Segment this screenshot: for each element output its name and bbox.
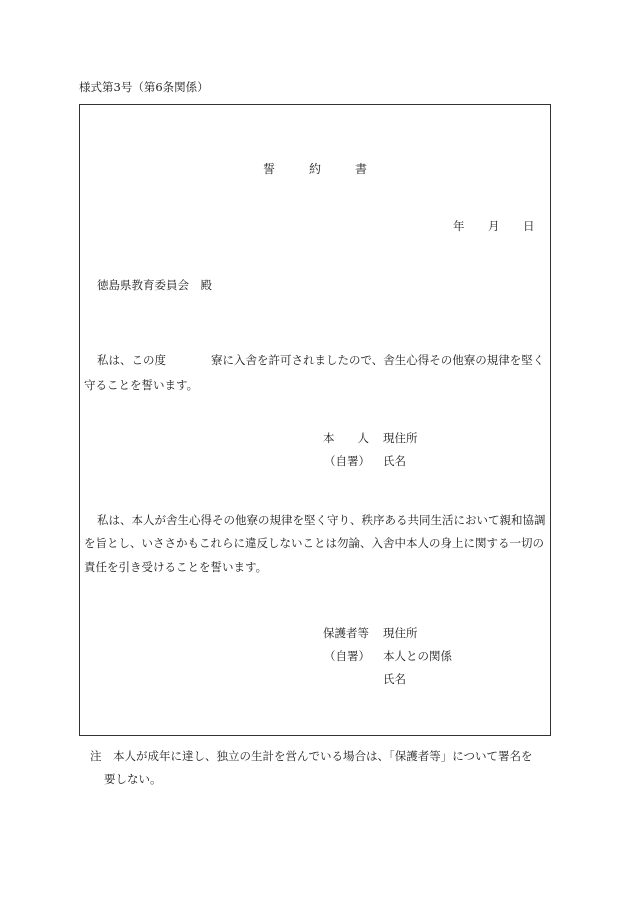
guardian-pledge-line3: 責任を引き受けることを誓います。 — [84, 560, 268, 574]
guardian-pledge-line2: を旨とし、いささかもこれらに違反しないことは勿論、入舎中本人の身上に関する一切の — [84, 536, 544, 550]
student-pledge-line1b: 寮に入舎を許可されましたので、舎生心得その他寮の規律を堅く — [211, 353, 545, 367]
student-name-label: 氏名 — [383, 454, 406, 468]
guardian-name-label: 氏名 — [383, 672, 406, 686]
date-year: 年 — [453, 219, 465, 233]
guardian-address-label: 現住所 — [383, 626, 418, 640]
student-pledge-line1a: 私は、この度 — [97, 353, 166, 367]
student-address-label: 現住所 — [383, 431, 418, 445]
title-char-3: 書 — [355, 162, 368, 176]
form-number: 様式第3号（第6条関係） — [79, 80, 209, 94]
student-pledge-line2: 守ることを誓います。 — [84, 378, 199, 392]
guardian-self-sign: （自署） — [324, 649, 370, 663]
form-frame — [79, 104, 551, 736]
guardian-relation-label: 本人との関係 — [383, 649, 452, 663]
student-role: 本 人 — [323, 431, 369, 445]
title-char-1: 誓 — [263, 162, 276, 176]
note-line1: 注 本人が成年に達し、独立の生計を営んでいる場合は、「保護者等」について署名を — [90, 749, 533, 763]
guardian-role: 保護者等 — [323, 626, 369, 640]
title-char-2: 約 — [309, 162, 322, 176]
date-day: 日 — [523, 219, 535, 233]
addressee: 徳島県教育委員会 殿 — [97, 278, 212, 292]
guardian-pledge-line1: 私は、本人が舎生心得その他寮の規律を堅く守り、秩序ある共同生活において親和協調 — [97, 513, 546, 527]
student-self-sign: （自署） — [324, 454, 370, 468]
note-line2: 要しない。 — [104, 772, 162, 786]
date-month: 月 — [488, 219, 500, 233]
